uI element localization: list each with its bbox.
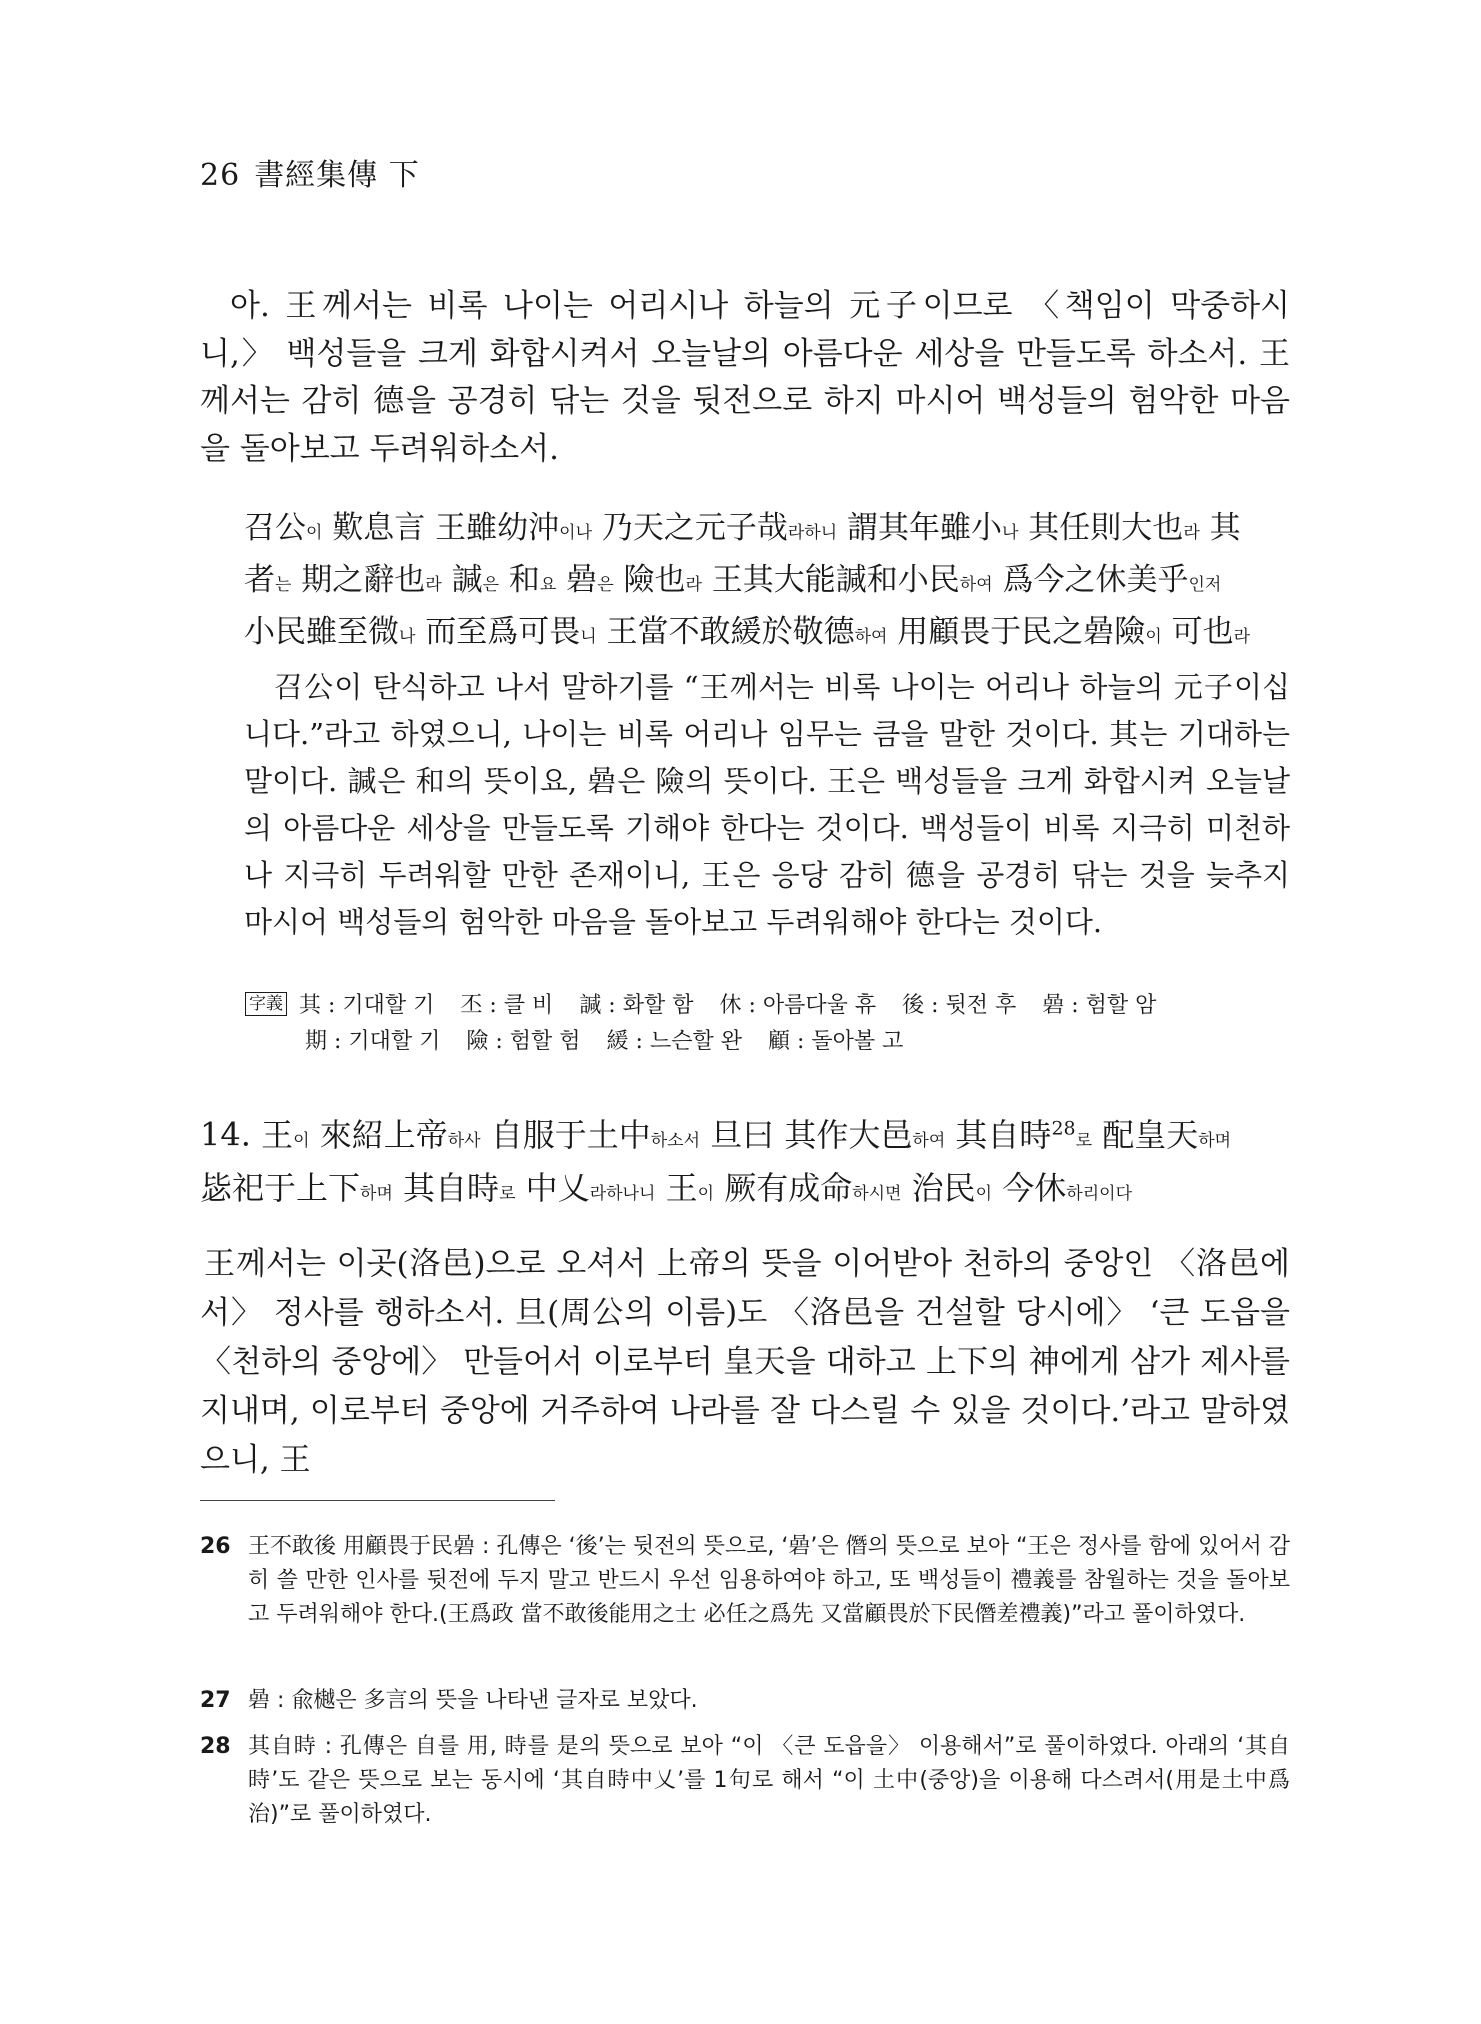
particle-segment: 이 [306,523,323,543]
particle-segment: 이 [1145,627,1162,647]
footnote-text: 碞 : 兪樾은 多言의 뜻을 나타낸 글자로 보았다. [248,1688,698,1713]
particle-segment: 라하니 [787,523,838,543]
particle-segment: 하여 [912,1130,946,1151]
hanja-segment: 其 [1199,510,1241,546]
hanja-segment: 治民 [901,1168,976,1207]
section-number: 14. [200,1115,251,1154]
glossary-entry: 期 : 기대할 기 [305,1029,441,1054]
particle-segment: 라 [425,575,442,595]
particle-segment: 이 [975,1183,993,1204]
paragraph-text: 아. 王께서는 비록 나이는 어리시나 하늘의 元子이므로 〈책임이 막중하시니,〉 백성들을 크게 화합시켜서 오늘날의 아름다운 세상을 만들도록 하소서. 王께서는 감히 德을 공경히 닦는 것을 뒷전으로 하지 마시어 백성들의 험악한 마음을 돌아보고 두려워하소서. [200,288,1290,467]
hanja-segment: 自服于土中 [480,1115,651,1154]
paragraph-text-2: 王께서는 이곳(洛邑)으로 오셔서 上帝의 뜻을 이어받아 천하의 중앙인 〈洛邑에서〉 정사를 행하소서. 旦(周公의 이름)도 〈洛邑을 건설할 당시에〉 ‘큰 도읍을 〈천하의 중앙에〉 만들어서 이로부터 皇天을 대하고 上下의 神에게 삼가 제사를 지내며, 이로부터 중앙에 거주하여 나라를 잘 다스릴 수 있을 것이다.’라고 말하였으니, 王 [200,1246,1290,1478]
particle-segment: 라 [685,575,702,595]
particle-segment: 니 [580,627,597,647]
translation-paragraph-1 [200,283,1290,473]
commentary-block [200,505,1290,661]
hanja-segment: 旦曰 其作大邑 [700,1115,913,1154]
particle-segment: 하사 [447,1130,481,1151]
hanja-segment: 期之辭也 [291,562,426,598]
hanja-segment: 王 [655,1168,698,1207]
particle-segment: 하소서 [650,1130,701,1151]
footnote-26 [200,1530,1290,1632]
commentary-translation-text: 召公이 탄식하고 나서 말하기를 “王께서는 비록 나이는 어리나 하늘의 元子이십니다.”라고 하였으니, 나이는 비록 어리나 임무는 큼을 말한 것이다. 其는 기대하는 말이다. 諴은 和의 뜻이요, 碞은 險의 뜻이다. 王은 백성들을 크게 화합시켜 오늘날의 아름다운 세상을 만들도록 기해야 한다는 것이다. 백성들이 비록 지극히 미천하나 지극히 두려워할 만한 존재이니, 王은 응당 감히 德을 공경히 닦는 것을 늦추지 마시어 백성들의 험악한 마음을 돌아보고 두려워해야 한다는 것이다. [244,670,1290,939]
particle-segment: 라 [1183,523,1200,543]
glossary-entry: 顧 : 돌아볼 고 [767,1029,904,1054]
translation-paragraph-2 [200,1240,1290,1485]
glossary-entry: 緩 : 느슨할 완 [606,1029,742,1054]
footnote-number: 28 [200,1734,231,1759]
section-14-line-2 [200,1165,1290,1218]
particle-segment: 나 [1002,523,1019,543]
book-title: 書經集傳 下 [254,158,420,193]
hanja-segment: 配皇天 [1092,1115,1199,1154]
commentary-line-2 [200,557,1290,609]
footnote-number: 27 [200,1688,231,1713]
glossary-entry: 碞 : 험할 암 [1042,993,1157,1018]
particle-segment: 로 [499,1183,516,1204]
footnote-number: 26 [200,1534,231,1559]
glossary-entry: 諴 : 화할 함 [579,993,694,1018]
glossary-entry: 休 : 아름다울 휴 [719,993,877,1018]
hanja-segment: 險也 [613,562,686,598]
particle-segment: 하리이다 [1066,1183,1132,1204]
glossary-row-1 [245,988,1295,1024]
particle-segment: 하여 [959,575,993,595]
footnote-ref: 28 [1051,1117,1076,1139]
glossary-entry: 險 : 험할 험 [466,1029,581,1054]
particle-segment: 이나 [559,523,593,543]
particle-segment: 하여 [854,627,888,647]
hanja-segment: 謂其年雖小 [837,510,1003,546]
hanja-segment: 可也 [1161,614,1234,650]
commentary-line-3 [200,609,1290,661]
section-14-line-1 [200,1105,1290,1165]
hanja-segment: 其自時 [392,1168,500,1207]
page-number: 26 [200,158,241,193]
hanja-segment: 厥有成命 [714,1168,853,1207]
particle-segment: 요 [539,575,557,595]
footnote-divider [200,1500,555,1501]
particle-segment: 인저 [1188,575,1222,595]
particle-segment: 이 [293,1130,310,1151]
particle-segment: 하며 [360,1183,393,1204]
footnote-27 [200,1684,1290,1718]
footnote-text: 王不敢後 用顧畏于民碞 : 孔傳은 ‘後’는 뒷전의 뜻으로, ‘碞’은 僭의 뜻으로 보아 “王은 정사를 함에 있어서 감히 쓸 만한 인사를 뒷전에 두지 말고 반드시 우선 임용하여야 하고, 또 백성들이 禮義를 참월하는 것을 돌아보고 두려워해야 한다.(王爲政 當不敢後能用之士 必任之爲先 又當顧畏於下民僭差禮義)”라고 풀이하였다. [248,1534,1290,1627]
hanja-segment: 王 [250,1115,294,1154]
hanja-segment: 毖祀于上下 [200,1168,361,1207]
hanja-segment: 者 [244,562,275,598]
section-14 [200,1105,1290,1218]
hanja-segment: 爲今之休美乎 [992,562,1189,598]
running-header [200,150,420,194]
hanja-segment: 王當不敢緩於敬德 [596,614,855,650]
glossary-row-2 [245,1024,1295,1060]
footnote-text: 其自時 : 孔傳은 自를 用, 時를 是의 뜻으로 보아 “이 〈큰 도읍을〉 이용해서”로 풀이하였다. 아래의 ‘其自時’도 같은 뜻으로 보는 동시에 ‘其自時中乂’를 1句로 해서 “이 土中(중앙)을 이용해 다스려서(用是土中爲治)”로 풀이하였다. [248,1734,1290,1827]
commentary-line-1 [200,505,1290,557]
hanja-segment: 小民雖至微 [244,614,399,650]
particle-segment: 는 [275,575,292,595]
footnote-28 [200,1730,1290,1832]
particle-segment: 나 [399,627,416,647]
commentary-translation [200,664,1290,946]
particle-segment: 라하나니 [589,1183,656,1204]
glossary [245,988,1295,1060]
hanja-segment: 而至爲可畏 [415,614,581,650]
glossary-entry: 後 : 뒷전 후 [902,993,1017,1018]
glossary-entry: 其 : 기대할 기 [299,993,435,1018]
hanja-segment: 其自時 [945,1115,1052,1154]
hanja-segment: 今休 [992,1168,1067,1207]
particle-segment: 이 [697,1183,715,1204]
particle-segment: 은 [482,575,500,595]
hanja-segment: 諴 [441,562,483,598]
particle-segment: 하며 [1198,1130,1232,1151]
particle-segment: 은 [597,575,614,595]
hanja-segment: 和 [499,562,540,598]
hanja-segment: 其任則大也 [1018,510,1184,546]
particle-segment: 로 [1075,1130,1093,1151]
glossary-tag: 字義 [245,992,287,1016]
hanja-segment: 碞 [556,562,598,598]
particle-segment: 라 [1233,627,1251,647]
hanja-segment: 歎息言 王雖幼沖 [322,510,560,546]
particle-segment: 하시면 [852,1183,902,1204]
hanja-segment: 來紹上帝 [309,1115,448,1154]
hanja-segment: 用顧畏于民之碞險 [887,614,1146,650]
hanja-segment: 召公 [244,510,306,546]
glossary-entry: 丕 : 클 비 [460,993,554,1018]
hanja-segment: 中乂 [515,1168,590,1207]
hanja-segment: 乃天之元子哉 [592,510,788,546]
hanja-segment: 王其大能諴和小民 [701,562,960,598]
